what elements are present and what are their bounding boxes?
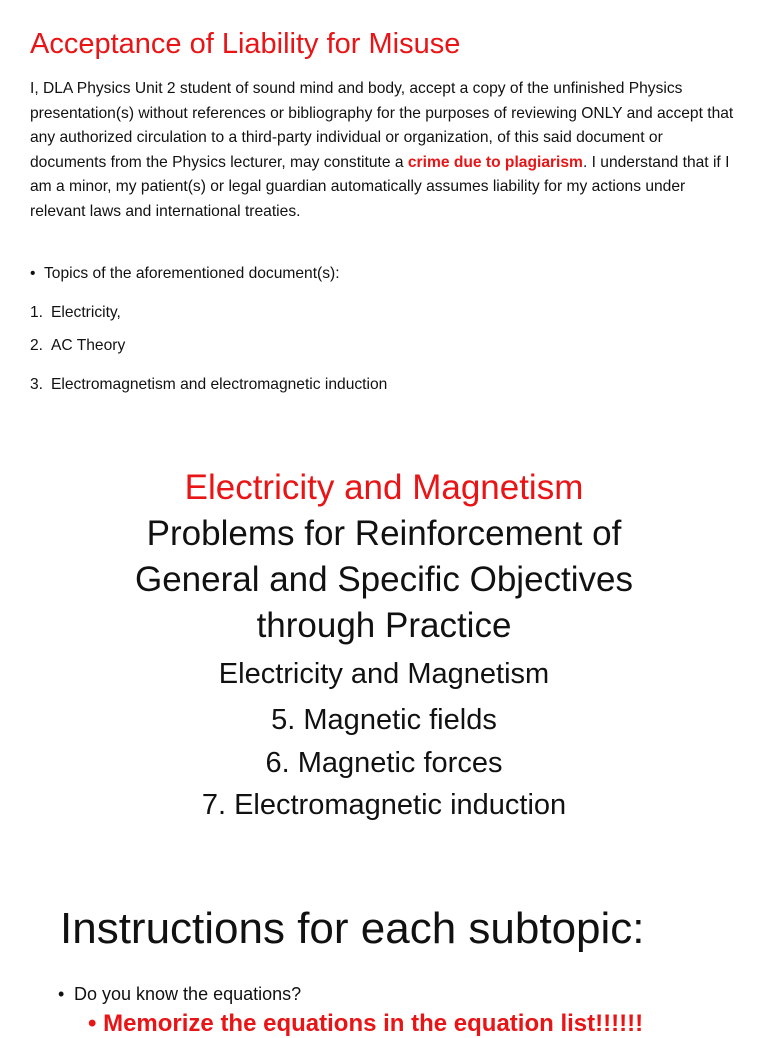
subtitle-line: 6. Magnetic forces [265, 747, 503, 779]
bullet-icon: • [58, 984, 65, 1004]
topic-number: 2. [30, 337, 44, 354]
topic-text: Electromagnetism and electromagnetic induction [51, 376, 388, 393]
paragraph-text-end: . I understand that if I am a minor, my patient(s) or legal guardian automatically assumes liability for my actions under relevant laws and international treaties. [30, 153, 730, 220]
bullet-icon: • [88, 1010, 104, 1037]
instruction-bullet-text: Do you know the equations? [74, 984, 302, 1004]
topic-text: Electricity, [51, 304, 121, 321]
topic-item [30, 304, 121, 322]
paragraph-text: I, DLA Physics Unit 2 student of sound mind and body, accept a copy of the unfinished Physics presentation(s) without references or bibliography for the purposes of reviewing ONLY and accept that any authorized circulation to a third-party individual or organization, of this said document or documents from the Physics lecturer, may constitute a [30, 80, 734, 171]
topic-item [30, 376, 387, 394]
topic-item [30, 337, 125, 355]
instruction-sub-bullet-text: Memorize the equations in the equation list!!!!!! [103, 1010, 644, 1037]
topics-bullet-text: Topics of the aforementioned document(s): [44, 265, 340, 282]
topic-text: AC Theory [51, 337, 126, 354]
title-line: General and Specific Objectives [134, 560, 634, 599]
paragraph-highlight: crime due to plagiarism [407, 153, 583, 171]
instruction-sub-bullet [88, 1010, 643, 1038]
red-title: Electricity and Magnetism [184, 468, 584, 507]
slide-title-problems [0, 440, 768, 840]
liability-paragraph [30, 77, 740, 225]
bullet-icon: • [30, 265, 36, 282]
topic-number: 3. [30, 376, 44, 393]
slide-title: Acceptance of Liability for Misuse [30, 28, 461, 60]
instruction-bullet [58, 984, 301, 1005]
title-line: Problems for Reinforcement of [146, 514, 622, 553]
subtitle-line: 5. Magnetic fields [271, 704, 497, 736]
topics-bullet [30, 265, 340, 283]
slide-liability [0, 0, 768, 430]
topic-number: 1. [30, 304, 44, 321]
subtitle-line: 7. Electromagnetic induction [201, 789, 567, 821]
slide-instructions [0, 880, 768, 1037]
slide-title: Instructions for each subtopic: [60, 904, 645, 953]
subtitle-line: Electricity and Magnetism [218, 658, 550, 690]
title-line: through Practice [256, 606, 512, 645]
